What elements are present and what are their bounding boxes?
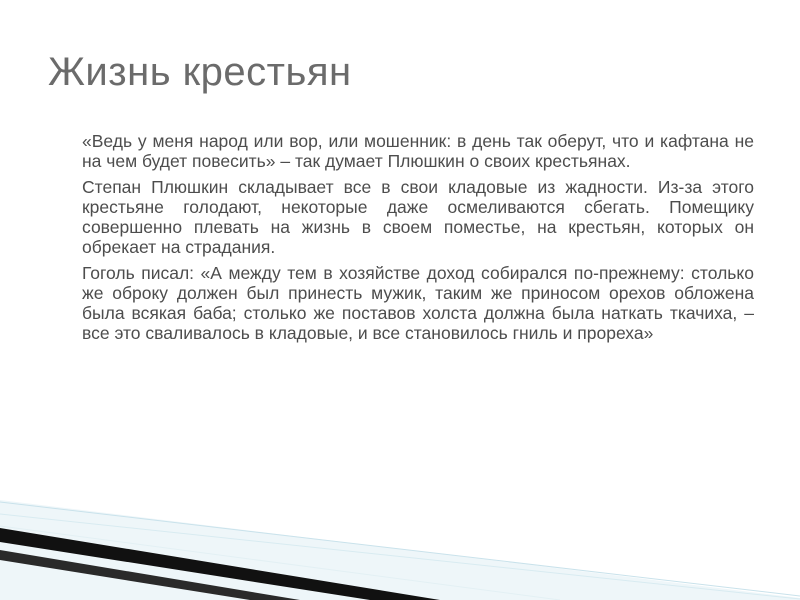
bullet-item	[58, 131, 754, 171]
bullet-item	[58, 263, 754, 343]
slide-title: Жизнь крестьян	[48, 50, 352, 94]
bullet-item	[58, 177, 754, 257]
decorative-swoosh	[0, 470, 800, 600]
bullet-text: Гоголь писал: «А между тем в хозяйстве доход собирался по-прежнему: столько же оброку должен был принесть мужик, таким же приносом орехов обложена была всякая баба; столько же поставов холста должна была наткать ткачиха, – все это сваливалось в кладовые, и все становилось гниль и прореха»	[82, 263, 754, 343]
bullet-text: Степан Плюшкин складывает все в свои кладовые из жадности. Из-за этого крестьяне голодают, некоторые даже осмеливаются сбегать. Помещику совершенно плевать на жизнь в своем поместье, на крестьян, которых он обрекает на страдания.	[82, 177, 754, 257]
bullet-list	[58, 131, 754, 349]
bullet-text: «Ведь у меня народ или вор, или мошенник: в день так оберут, что и кафтана не на чем будет повесить» – так думает Плюшкин о своих крестьянах.	[82, 131, 754, 171]
